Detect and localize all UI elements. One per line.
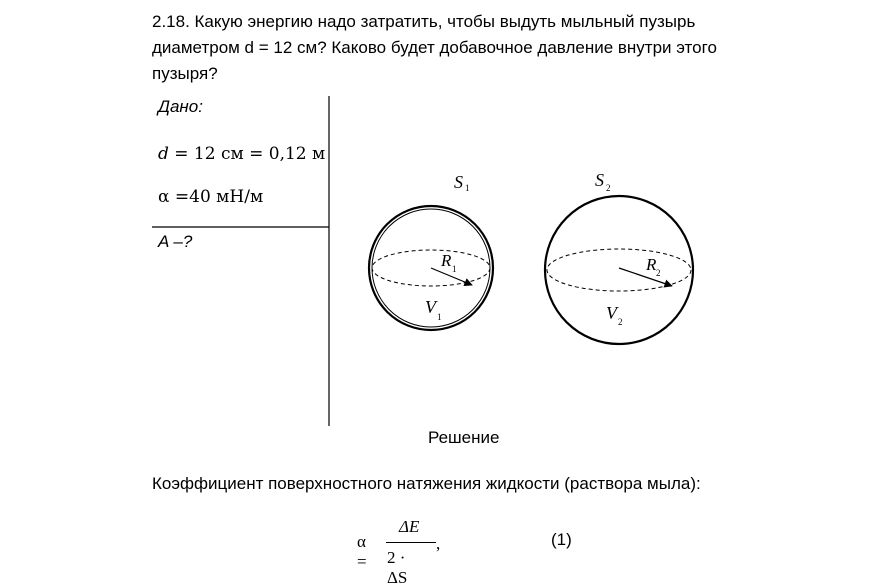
solution-heading: Решение: [428, 428, 500, 447]
sphere-2-radius-label: R: [646, 255, 657, 274]
sphere-2-surface-sub: 2: [606, 183, 611, 193]
sphere-1-surface-label: S: [454, 172, 463, 192]
sphere-2-surface-label: S: [595, 170, 604, 190]
sphere-1-volume-label: V: [425, 297, 436, 317]
sphere-1-volume-sub: 1: [437, 312, 442, 322]
formula-lhs: α =: [357, 532, 367, 571]
coefficient-text: Коэффициент поверхностного натяжения жидкости (раствора мыла):: [152, 474, 701, 493]
formula-denominator: 2 · ΔS: [387, 548, 408, 587]
sphere-1-radius-sub: 1: [452, 264, 457, 274]
sphere-1-surface-sub: 1: [465, 183, 470, 193]
problem-statement: 2.18. Какую энергию надо затратить, чтобы выдуть мыльный пузырь диаметром d = 12 см? Каково будет добавочное давление внутри этого пузыря?: [152, 12, 717, 83]
fraction-bar: [386, 542, 436, 543]
formula-numerator: ΔE: [399, 517, 420, 536]
sphere-2-radius-sub: 2: [656, 268, 661, 278]
formula-tail: ,: [436, 534, 441, 553]
sphere-2-volume-sub: 2: [618, 317, 623, 327]
given-title: Дано:: [158, 97, 203, 116]
find-label: A –?: [158, 232, 193, 251]
sphere-1-radius-label: R: [441, 251, 452, 270]
sphere-2-volume-label: V: [606, 303, 617, 323]
equation-number: (1): [551, 530, 572, 549]
given-diameter: 𝑑 = 12 см = 0,12 м: [158, 144, 326, 164]
given-surface-tension: α =40 мН/м: [158, 187, 264, 207]
